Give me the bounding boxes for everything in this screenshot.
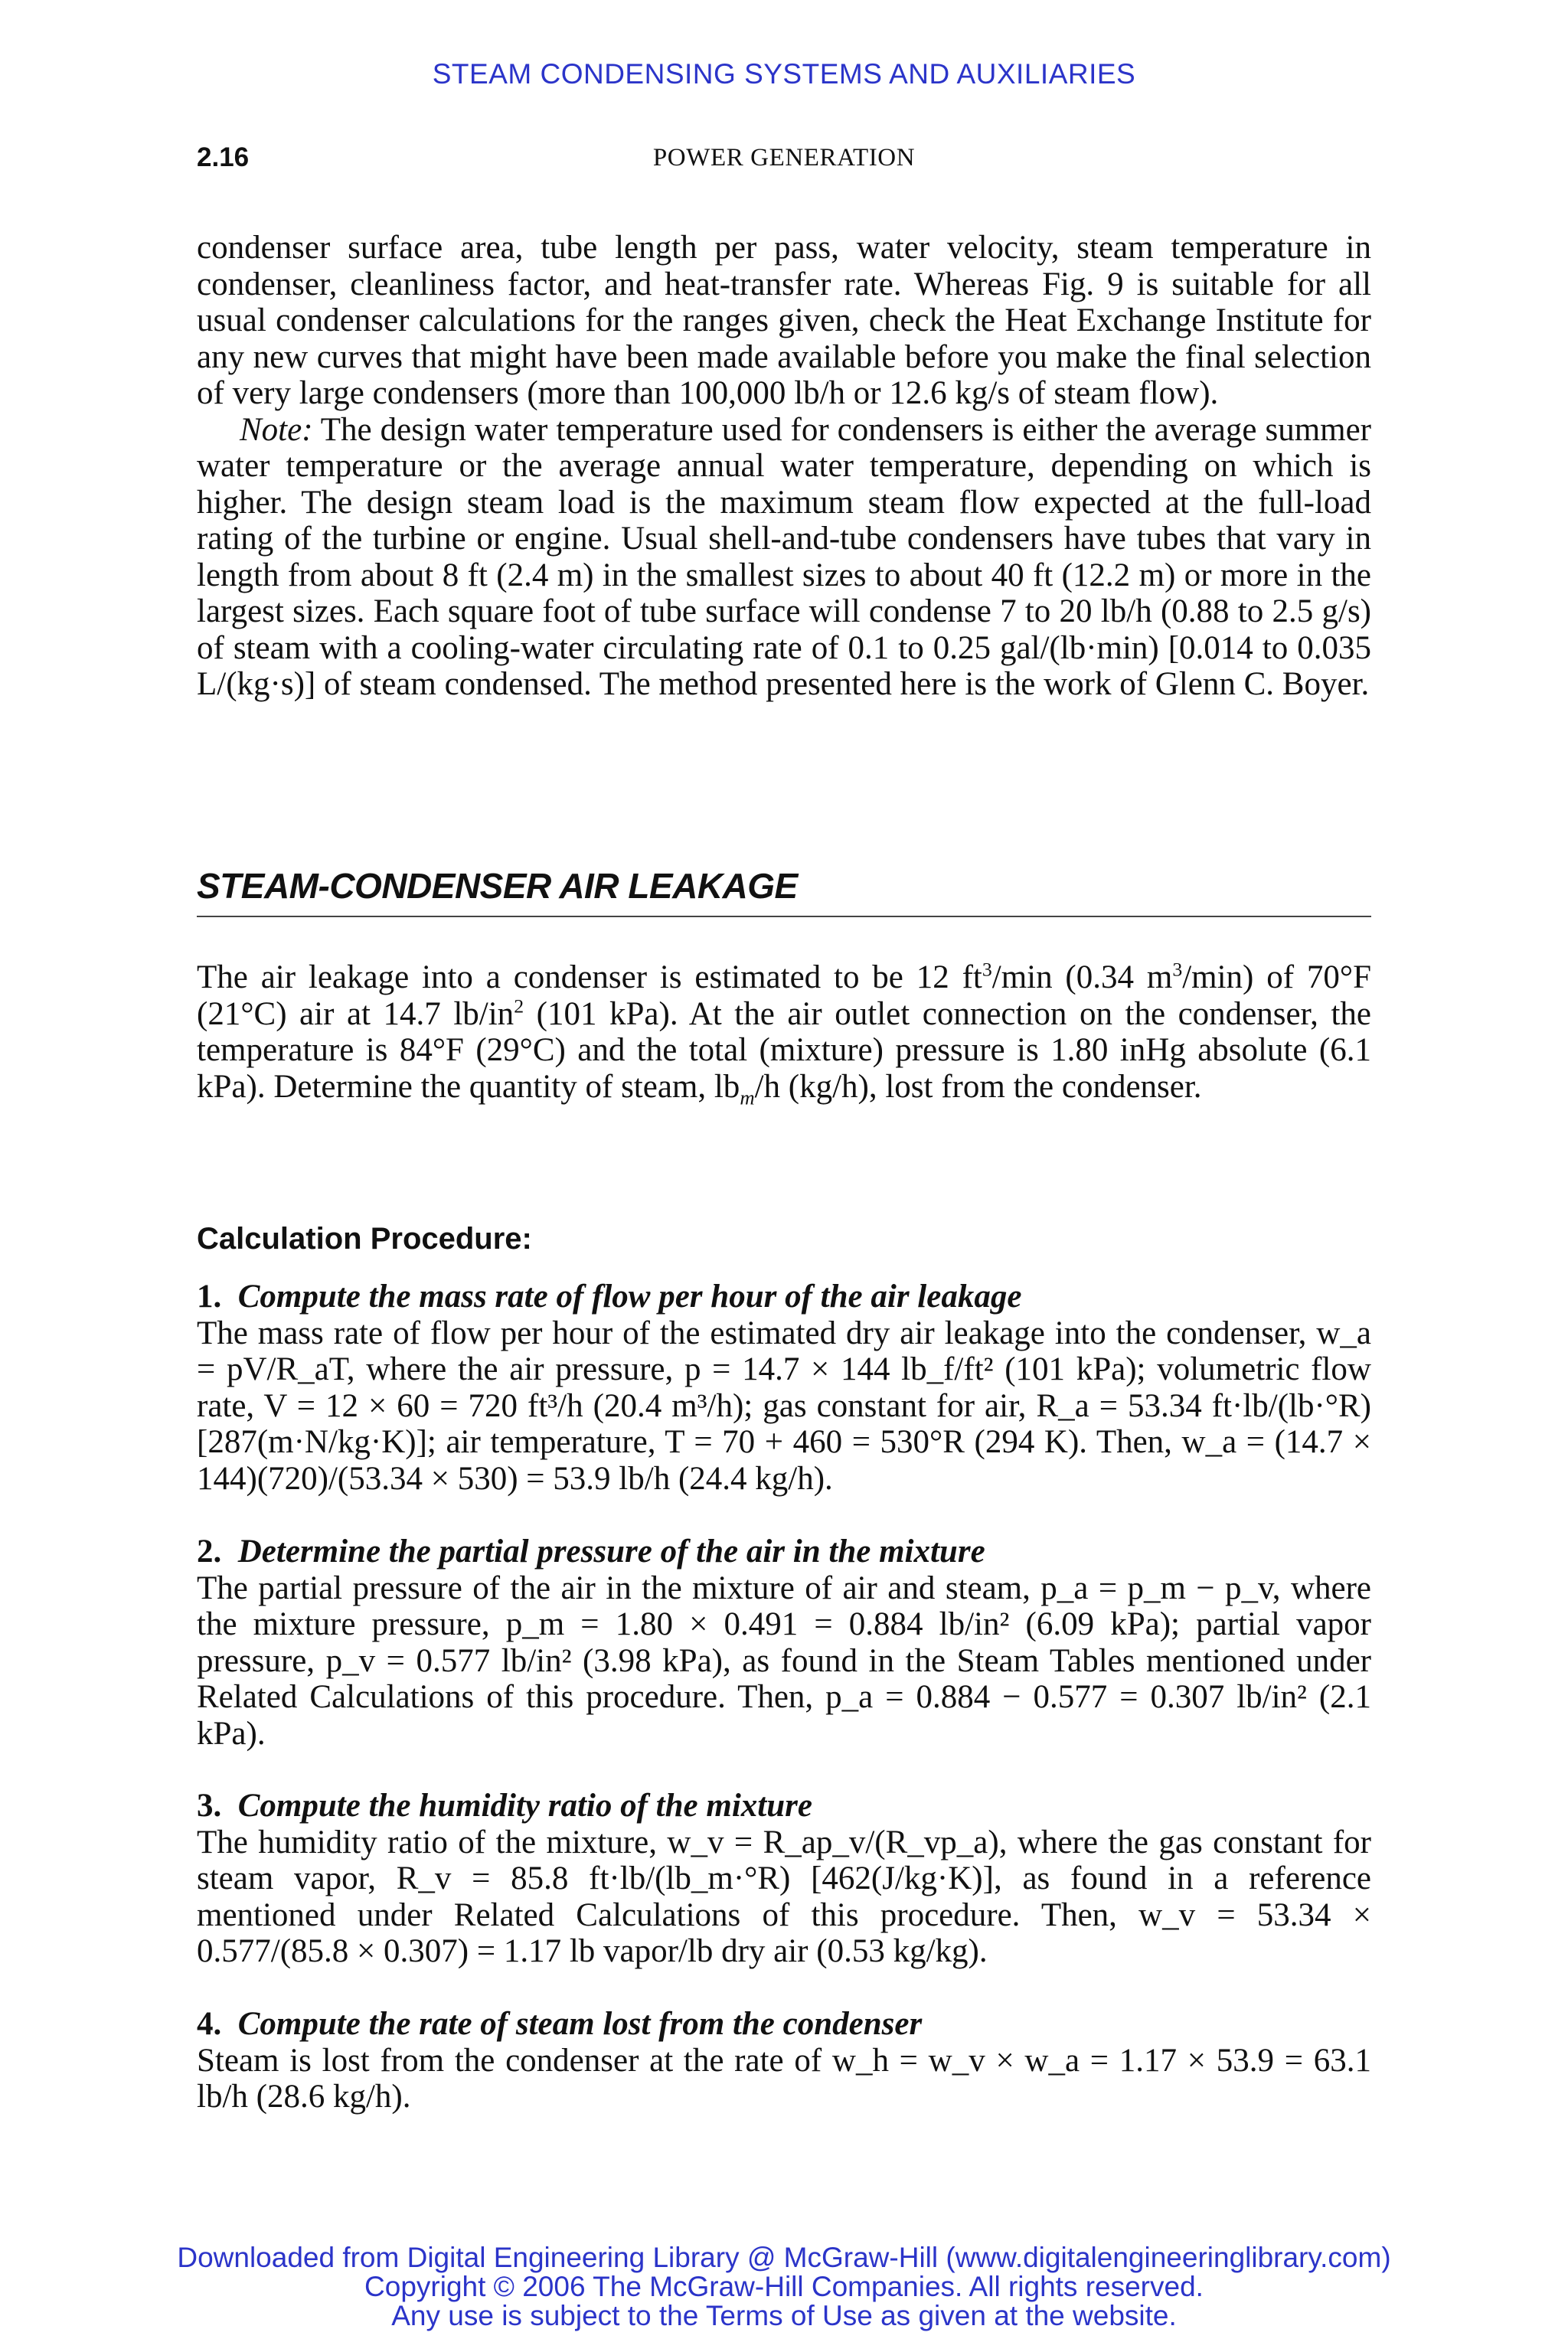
page-number: 2.16	[197, 142, 250, 172]
footer	[0, 2243, 1568, 2331]
top-banner: STEAM CONDENSING SYSTEMS AND AUXILIARIES	[432, 58, 1136, 90]
running-head: POWER GENERATION	[652, 144, 916, 172]
step-text-4: Steam is lost from the condenser at the rate of w_h = w_v × w_a = 1.17 × 53.9 = 63.1 lb/h (28.6 kg/h).	[197, 2042, 1371, 2115]
problem-block	[197, 958, 1371, 1109]
section-title: STEAM-CONDENSER AIR LEAKAGE	[197, 866, 798, 906]
note-label: Note:	[240, 411, 313, 448]
section-divider	[197, 916, 1371, 917]
step-3	[197, 1788, 1371, 1970]
step-title: 3. Compute the humidity ratio of the mixture	[197, 1788, 812, 1824]
footer-terms[interactable]: Any use is subject to the Terms of Use as given at the website.	[391, 2300, 1177, 2331]
step-title: 2. Determine the partial pressure of the air in the mixture	[197, 1534, 985, 1570]
step-title: 4. Compute the rate of steam lost from the condenser	[197, 2006, 923, 2042]
step-text-2: The partial pressure of the air in the mixture of air and steam, p_a = p_m − p_v, where the mixture pressure, p_m = 1.80 × 0.491 = 0.884 lb/in² (6.09 kPa); partial vapor pressure, p_v = 0.577 lb/in² (3.98 kPa), as found in the Steam Tables mentioned under Related Calculations of this procedure. Then, p_a = 0.884 − 0.577 = 0.307 lb/in² (2.1 kPa).	[197, 1570, 1371, 1752]
step-title: 1. Compute the mass rate of flow per hour of the air leakage	[197, 1279, 1022, 1315]
step-text-3: The humidity ratio of the mixture, w_v = R_ap_v/(R_vp_a), where the gas constant for steam vapor, R_v = 85.8 ft·lb/(lb_m·°R) [462(J/kg·K)], as found in a reference mentioned under Related Calculations of this procedure. Then, w_v = 53.34 × 0.577/(85.8 × 0.307) = 1.17 lb vapor/lb dry air (0.53 kg/kg).	[197, 1824, 1371, 1969]
footer-download-link[interactable]: Downloaded from Digital Engineering Library @ McGraw-Hill (www.digitalengineeringlibrary.com)	[177, 2242, 1391, 2273]
intro-block	[197, 230, 1371, 703]
problem-statement: The air leakage into a condenser is estimated to be 12 $ft^3/\min$ (0.34 $m^3/\min$) of 70°F (21°C) air at 14.7 $lb/in^2$ (101 kPa). At the air outlet connection on the condenser, the temperature is 84°F (29°C) and the total (mixture) pressure is 1.80 inHg absolute (6.1 kPa). Determine the quantity of steam, $lb_m/h$ (kg/h), lost from the condenser.	[197, 958, 1371, 1109]
note-paragraph	[197, 412, 1371, 703]
intro-paragraph: condenser surface area, tube length per pass, water velocity, steam temperature in condenser, cleanliness factor, and heat-transfer rate. Whereas Fig. 9 is suitable for all usual condenser calculations for the ranges given, check the Heat Exchange Institute for any new curves that might have been made available before you make the final selection of very large condensers (more than 100,000 lb/h or 12.6 kg/s of steam flow).	[197, 230, 1371, 411]
calculation-procedure-heading: Calculation Procedure:	[197, 1222, 532, 1256]
step-1	[197, 1279, 1371, 1497]
step-2	[197, 1534, 1371, 1752]
note-text: The design water temperature used for condensers is either the average summer water temperature or the average annual water temperature, depending on which is higher. The design steam load is the maximum steam flow expected at the full-load rating of the turbine or engine. Usual shell-and-tube condensers have tubes that vary in length from about 8 ft (2.4 m) in the smallest sizes to about 40 ft (12.2 m) or more in the largest sizes. Each square foot of tube surface will condense 7 to 20 lb/h (0.88 to 2.5 g/s) of steam with a cooling-water circulating rate of 0.1 to 0.25 gal/(lb·min) [0.014 to 0.035 L/(kg·s)] of steam condensed. The method presented here is the work of Glenn C. Boyer.	[197, 411, 1371, 702]
step-4	[197, 2006, 1371, 2115]
footer-copyright: Copyright © 2006 The McGraw-Hill Companies. All rights reserved.	[364, 2271, 1204, 2302]
step-text-1: The mass rate of flow per hour of the estimated dry air leakage into the condenser, w_a = pV/R_aT, where the air pressure, p = 14.7 × 144 lb_f/ft² (101 kPa); volumetric flow rate, V = 12 × 60 = 720 ft³/h (20.4 m³/h); gas constant for air, R_a = 53.34 ft·lb/(lb·°R) [287(m·N/kg·K)]; air temperature, T = 70 + 460 = 530°R (294 K). Then, w_a = (14.7 × 144)(720)/(53.34 × 530) = 53.9 lb/h (24.4 kg/h).	[197, 1315, 1371, 1497]
